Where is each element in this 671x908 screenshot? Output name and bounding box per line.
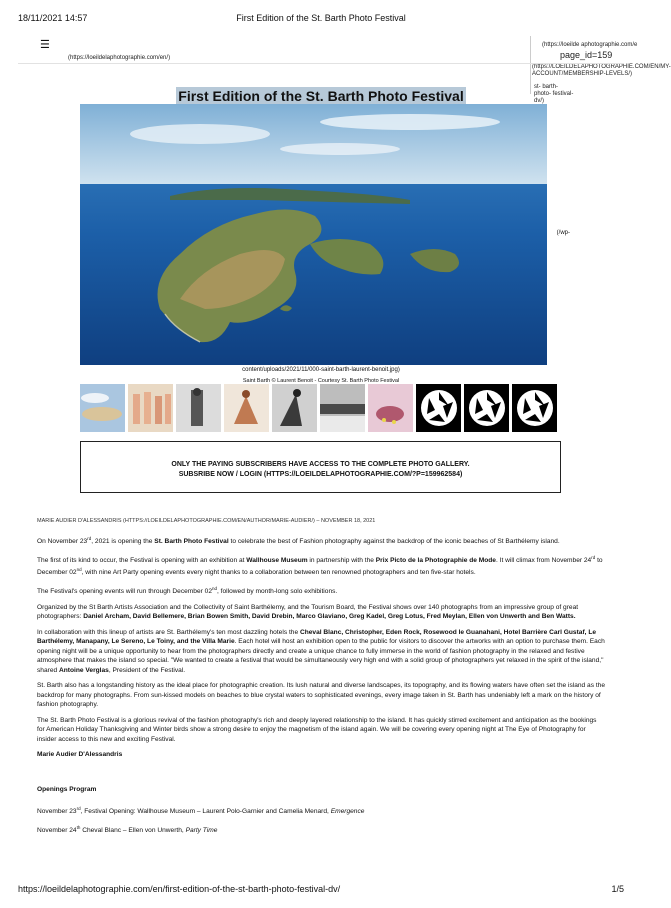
hero-image[interactable]: [80, 104, 547, 365]
paragraph: Organized by the St Barth Artists Association and the Collectivity of Saint Barthélemy, and the Tourism Board, the Festival shows over 140 photographs from an impressive group of great photographers: Daniel Archam, David Bellemere, Brian Bowen Smith, David Drebin, Marco Glaviano, Greg Kadel, Greg Lotus, Fred Meylan, Ellen von Unwerth and Ben Watts.: [37, 603, 579, 621]
print-header: [18, 13, 624, 27]
subscriber-notice: [80, 441, 561, 493]
gallery-thumb-locked[interactable]: [416, 384, 461, 432]
paragraph: The St. Barth Photo Festival is a glorious revival of the fashion photography's rich and deeply layered relationship to the island. It has quickly stirred excitement and anticipation as the bookings for American Holiday Thanksgiving and Winter birds show a strong desire to enjoy the magnetism of the island again. We will be covering every opening night at The Eye of Photography for insider access to this new and exciting Festival.: [37, 716, 597, 743]
gallery-thumb[interactable]: [224, 384, 269, 432]
article-byline[interactable]: MARIE AUDIER D'ALESSANDRIS (HTTPS://LOEILDELAPHOTOGRAPHIE.COM/EN/AUTHOR/MARIE-AUDIER/) – NOVEMBER 18, 2021: [37, 518, 376, 524]
page-id-fragment: page_id=159: [560, 50, 613, 60]
gallery-thumb[interactable]: [176, 384, 221, 432]
print-title: First Edition of the St. Barth Photo Festival: [236, 13, 406, 23]
image-path-text: content/uploads/2021/11/000-saint-barth-laurent-benoit.jpg): [242, 367, 400, 373]
hamburger-menu-icon[interactable]: ☰: [40, 39, 50, 51]
paragraph: On November 23rd, 2021 is opening the St. Barth Photo Festival to celebrate the best of Fashion photography against the backdrop of the iconic beaches of St Barthélemy island.: [37, 536, 560, 546]
article-title-text: First Edition of the St. Barth Photo Festival: [178, 88, 464, 104]
print-url: https://loeildelaphotographie.com/en/first-edition-of-the-st-barth-photo-festival-dv/: [18, 884, 341, 894]
subscribe-login-link[interactable]: SUBSRIBE NOW / LOGIN (HTTPS://LOEILDELAPHOTOGRAPHIE.COM/?P=159962584): [178, 471, 463, 478]
island-aerial-photo: [80, 104, 547, 365]
print-footer: [18, 884, 624, 896]
paragraph: The Festival's opening events will run through December 02nd, followed by month-long solo exhibitions.: [37, 586, 338, 596]
account-link-fragment[interactable]: (https://loeilde aphotographie.com/e: [542, 42, 638, 48]
program-item: November 23rd, Festival Opening: Wallhouse Museum – Laurent Polo-Garnier and Camelia Menard, Emergence: [37, 806, 365, 816]
image-link-fragment[interactable]: (/wp-: [556, 230, 570, 236]
header-divider: [18, 63, 624, 64]
gallery-thumb[interactable]: [80, 384, 125, 432]
program-item: November 24th Cheval Blanc – Ellen von Unwerth, Party Time: [37, 824, 218, 835]
gallery-thumb-locked[interactable]: [512, 384, 557, 432]
page-number: 1/5: [611, 884, 624, 894]
aperture-icon: [467, 388, 507, 428]
gallery-thumb[interactable]: [272, 384, 317, 432]
paragraph: In collaboration with this lineup of artists are St. Barthélemy's ten most dazzling hotels the Cheval Blanc, Christopher, Eden Rock, Rosewood le Guanahani, Hotel Barrière Carl Gustaf, Le Barthélemy, Manapany, Le Sereno, Le Toiny, and the Villa Marie. Each hotel will host an exhibition open to the public for visitors to discover the artworks with an option to purchase them. Each opening night will be a unique opportunity to hear from the photographers directly and create a unique chance to fully immerse in the world of fashion photography in the relaxed and festive atmosphere that makes the island so special. "We wanted to create a festival that would be simultaneously very high end with a solid group of photographers yet relaxed in the spirit of the island," shared Antoine Verglas, President of the Festival.: [37, 628, 605, 674]
gallery-thumb[interactable]: [320, 384, 365, 432]
membership-link-fragment[interactable]: (https://LOEILDELAPHOTOGRAPHIE.COM/EN/MY-ACCOUNT/MEMBERSHIP-LEVELS/): [532, 64, 671, 77]
aperture-icon: [515, 388, 555, 428]
article-author: Marie Audier D'Alessandris: [37, 751, 123, 759]
notice-line-1: ONLY THE PAYING SUBSCRIBERS HAVE ACCESS TO THE COMPLETE PHOTO GALLERY.: [171, 461, 470, 468]
article-link-fragment[interactable]: st- barth- photo- festival- dv/): [534, 84, 574, 104]
thumbnail-gallery: [80, 384, 557, 432]
gallery-thumb-locked[interactable]: [464, 384, 509, 432]
paragraph: St. Barth also has a longstanding history as the ideal place for photographic creation. Its lush natural and diverse landscapes, its topography, and its flowing waters have often set the island as the backdrop for many photographs. From sun-kissed models on beaches to blue crystal waters to sophisticated evenings, every image taken in St. Barth has undeniably left a mark on the history of fashion photography.: [37, 682, 606, 709]
article-body: [37, 534, 605, 842]
print-date: 18/11/2021 14:57: [18, 13, 88, 23]
site-home-link[interactable]: (https://loeildelaphotographie.com/en/): [68, 55, 171, 61]
image-caption: Saint Barth © Laurent Benoit - Courtesy St. Barth Photo Festival: [242, 378, 400, 384]
gallery-thumb[interactable]: [128, 384, 173, 432]
paragraph: The first of its kind to occur, the Festival is opening with an exhibition at Wallhouse Museum in partnership with the Prix Picto de la Photographie de Mode. It will climax from November 24rd to December 02nd, with nine Art Party opening events every night thanks to a collaboration between ten renowned photographers and ten five-star hotels.: [37, 554, 603, 577]
gallery-thumb[interactable]: [368, 384, 413, 432]
program-heading: Openings Program: [37, 785, 97, 793]
aperture-icon: [419, 388, 459, 428]
